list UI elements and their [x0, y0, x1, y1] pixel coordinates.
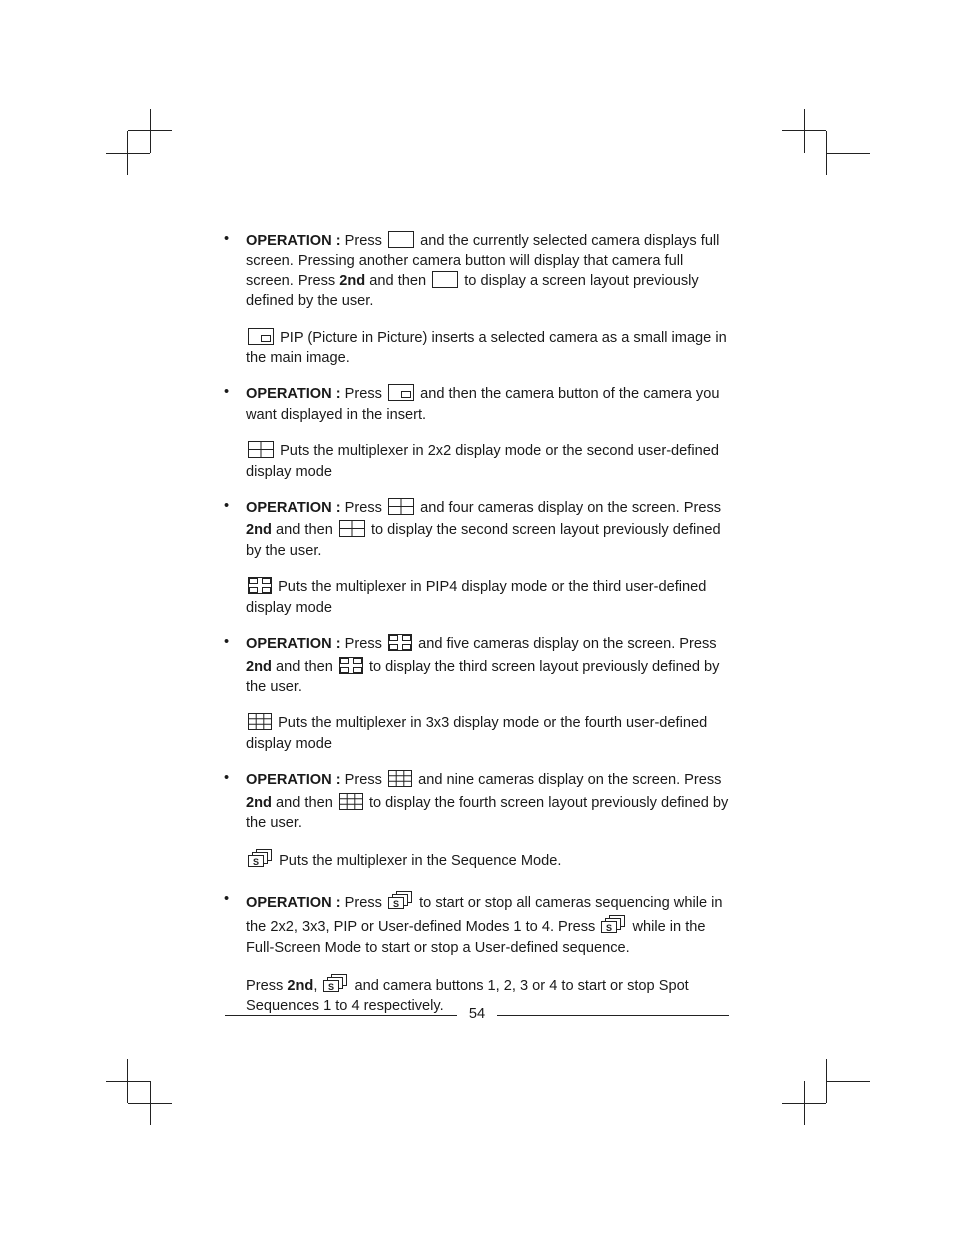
text-run: Press — [344, 233, 382, 249]
crop-mark — [826, 1081, 870, 1082]
key-2nd-label: 2nd — [246, 658, 272, 675]
pip-icon — [248, 328, 274, 350]
paragraph-text — [246, 231, 734, 311]
full-screen-icon — [388, 231, 414, 253]
paragraph-spacer — [224, 424, 734, 441]
mode-description — [224, 849, 734, 873]
mode-description — [224, 713, 734, 753]
svg-text:S: S — [328, 981, 335, 992]
sequence-icon — [323, 974, 348, 998]
svg-text:S: S — [252, 857, 260, 868]
pip4-icon — [248, 577, 272, 599]
paragraph-text — [246, 634, 734, 696]
operation-item — [224, 891, 734, 957]
crop-mark — [106, 153, 150, 154]
text-run: Puts the multiplexer in 3x3 display mode or the fourth user-defined display mode — [246, 715, 708, 752]
text-run: Puts the multiplexer in 2x2 display mode or the second user-defined display mode — [246, 443, 719, 480]
paragraph-spacer — [224, 311, 734, 328]
text-run: to display the second screen layout previously defined by the user. — [246, 522, 721, 559]
text-run: and then — [276, 522, 333, 539]
paragraph-spacer — [224, 874, 734, 891]
operation-label: OPERATION : — [246, 772, 341, 789]
crop-mark — [782, 130, 826, 131]
page-footer — [225, 1005, 729, 1025]
crop-mark — [826, 153, 870, 154]
key-2nd-label: 2nd — [246, 794, 272, 811]
text-run: Press — [344, 386, 382, 403]
paragraph-text — [246, 713, 734, 753]
paragraph-text — [246, 577, 734, 617]
svg-text:S: S — [393, 898, 400, 909]
operation-item — [224, 498, 734, 560]
text-run: Press — [246, 977, 284, 994]
crop-mark — [150, 1081, 151, 1125]
sequence-icon — [388, 891, 413, 915]
crop-mark — [128, 130, 172, 131]
text-run: Puts the multiplexer in the Sequence Mode. — [279, 853, 562, 870]
text-run: Puts the multiplexer in PIP4 display mode or the third user-defined display mode — [246, 579, 707, 616]
page-content — [224, 231, 734, 1016]
paragraph-text — [246, 384, 734, 424]
paragraph-text — [246, 441, 734, 481]
text-run: Press — [344, 772, 382, 789]
text-run: to start or stop all cameras sequencing while in the 2x2, 3x3, PIP or User-defined Modes 1 to 4. Press — [246, 894, 723, 936]
text-run: and nine cameras display on the screen. Press — [418, 772, 722, 789]
text-run: Press — [344, 894, 382, 911]
crop-mark — [106, 1081, 150, 1082]
text-run: and then — [369, 272, 427, 289]
sequence-icon — [248, 849, 273, 873]
text-run: and then — [276, 658, 333, 675]
operation-item — [224, 770, 734, 832]
quad-view-icon — [388, 498, 414, 520]
quad-view-icon — [248, 441, 274, 463]
operation-label: OPERATION : — [246, 636, 341, 653]
paragraph-spacer — [224, 753, 734, 770]
key-2nd-label: 2nd — [339, 272, 366, 289]
bullet: • — [224, 231, 230, 247]
text-run: and then the camera button of the camera you want displayed in the insert. — [246, 386, 720, 423]
operation-label: OPERATION : — [246, 233, 341, 249]
key-2nd-label: 2nd — [246, 522, 272, 539]
sequence-icon — [601, 915, 626, 939]
paragraph-spacer — [224, 560, 734, 577]
paragraph-spacer — [224, 617, 734, 634]
quad-view-icon — [339, 520, 365, 542]
text-run: to display a screen layout previously defined by the user. — [246, 272, 699, 310]
bullet: • — [224, 770, 230, 787]
mode-description — [224, 441, 734, 481]
text-run: , — [313, 977, 318, 994]
key-2nd-label: 2nd — [287, 977, 314, 994]
text-run: and five cameras display on the screen. Press — [418, 636, 717, 653]
paragraph-text — [246, 770, 734, 832]
text-run: to display the third screen layout previously defined by the user. — [246, 658, 720, 695]
paragraph-spacer — [224, 481, 734, 498]
nine-split-icon — [388, 770, 412, 792]
full-screen-icon — [432, 271, 458, 293]
text-run: and then — [276, 794, 333, 811]
bullet: • — [224, 498, 230, 515]
svg-text:S: S — [606, 923, 613, 934]
text-run: to display the fourth screen layout previously defined by the user. — [246, 794, 729, 831]
text-run: PIP (Picture in Picture) inserts a selected camera as a small image in the main image. — [246, 329, 727, 367]
crop-mark — [804, 109, 805, 153]
bullet: • — [224, 384, 230, 401]
mode-description — [224, 577, 734, 617]
operation-label: OPERATION : — [246, 386, 341, 403]
mode-description — [224, 328, 734, 368]
bullet: • — [224, 634, 230, 651]
text-run: Press — [344, 636, 382, 653]
text-run: while in the Full-Screen Mode to start or stop a User-defined sequence. — [246, 919, 706, 956]
paragraph-text — [246, 891, 734, 957]
text-run: and four cameras display on the screen. Press — [420, 500, 722, 517]
paragraph-text — [246, 498, 734, 560]
paragraph-spacer — [224, 696, 734, 713]
nine-split-icon — [339, 793, 363, 815]
paragraph-text — [246, 849, 734, 873]
text-run: Press — [344, 500, 382, 517]
crop-mark — [804, 1081, 805, 1125]
bullet: • — [224, 890, 230, 907]
operation-item — [224, 384, 734, 424]
operation-item — [224, 231, 734, 311]
text-run: and camera buttons 1, 2, 3 or 4 to start or stop Spot Sequences 1 to 4 respectively. — [246, 977, 689, 1015]
operation-label: OPERATION : — [246, 894, 341, 911]
footer-rule — [497, 1015, 729, 1016]
crop-mark — [150, 109, 151, 153]
operation-item — [224, 634, 734, 696]
paragraph-text — [246, 328, 734, 368]
paragraph-spacer — [224, 367, 734, 384]
page-number: 54 — [468, 1006, 486, 1022]
paragraph-spacer — [224, 957, 734, 974]
nine-split-icon — [248, 713, 272, 735]
pip-icon — [388, 384, 414, 406]
paragraph-spacer — [224, 832, 734, 849]
operation-label: OPERATION : — [246, 500, 341, 517]
pip4-icon — [339, 657, 363, 679]
pip4-icon — [388, 634, 412, 656]
text-run: and the currently selected camera displays full screen. Pressing another camera button will display that camera full screen. Press — [246, 233, 720, 289]
